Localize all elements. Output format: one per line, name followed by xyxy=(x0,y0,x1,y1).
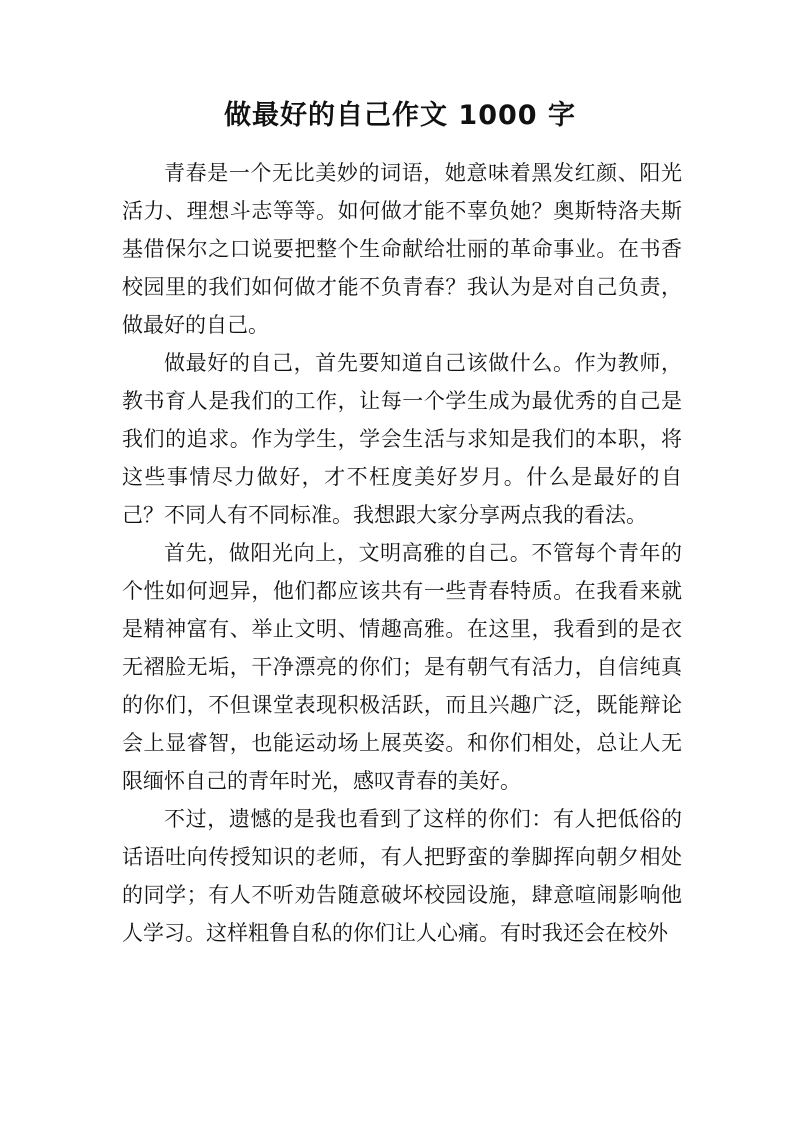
document-title: 做最好的自己作文 1000 字 xyxy=(224,100,576,131)
paragraph-2: 做最好的自己，首先要知道自己该做什么。作为教师，教书育人是我们的工作，让每一个学生成为最优秀的自己是我们的追求。作为学生，学会生活与求知是我们的本职，将这些事情尽力做好，才不枉度美好岁月。什么是最好的自己？不同人有不同标准。我想跟大家分享两点我的看法。 xyxy=(122,351,682,527)
document-body xyxy=(122,154,682,952)
paragraph-1: 青春是一个无比美妙的词语，她意味着黑发红颜、阳光活力、理想斗志等等。如何做才能不辜负她？奥斯特洛夫斯基借保尔之口说要把整个生命献给壮丽的革命事业。在书香校园里的我们如何做才能不负青春？我认为是对自己负责，做最好的自己。 xyxy=(122,161,682,337)
paragraph-4: 不过，遗憾的是我也看到了这样的你们：有人把低俗的话语吐向传授知识的老师，有人把野蛮的拳脚挥向朝夕相处的同学；有人不听劝告随意破坏校园设施，肆意喧闹影响他人学习。这样粗鲁自私的你们让人心痛。有时我还会在校外 xyxy=(122,807,682,945)
paragraph-3: 首先，做阳光向上，文明高雅的自己。不管每个青年的个性如何迥异，他们都应该共有一些青春特质。在我看来就是精神富有、举止文明、情趣高雅。在这里，我看到的是衣无褶脸无垢，干净漂亮的你们；是有朝气有活力，自信纯真的你们，不但课堂表现积极活跃，而且兴趣广泛，既能辩论会上显睿智，也能运动场上展英姿。和你们相处，总让人无限缅怀自己的青年时光，感叹青春的美好。 xyxy=(122,541,682,793)
